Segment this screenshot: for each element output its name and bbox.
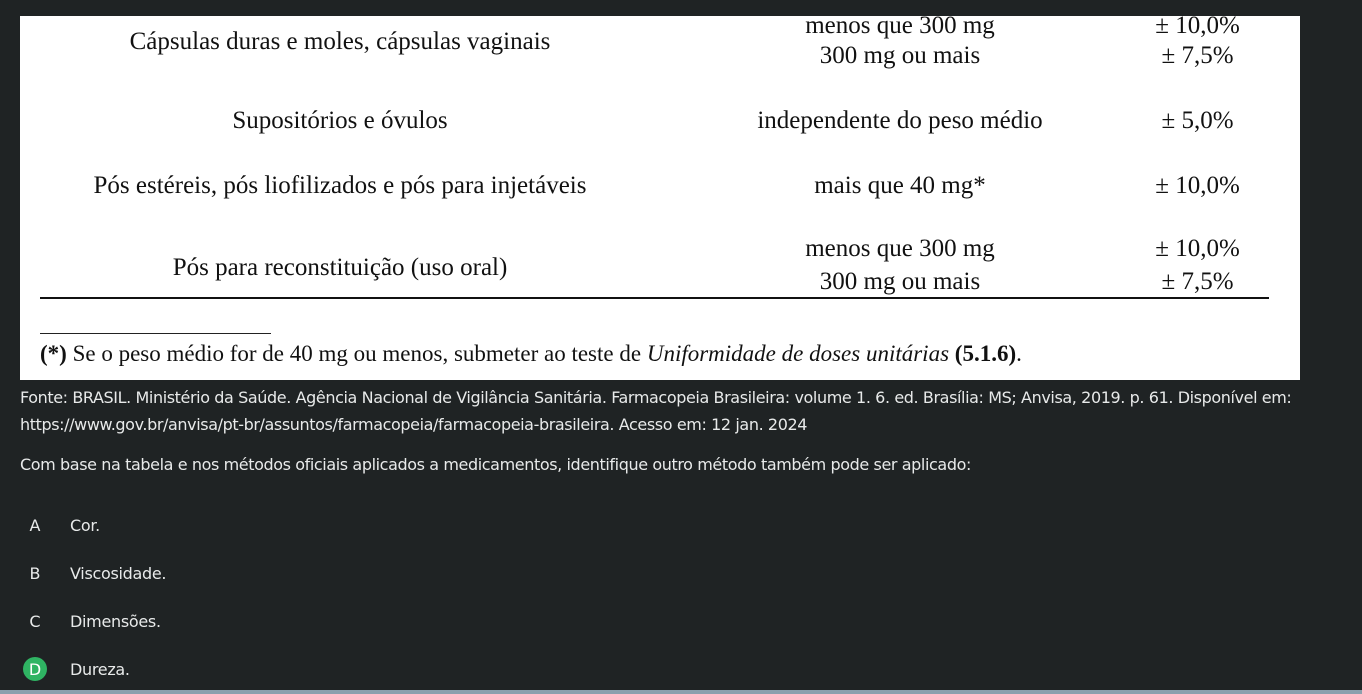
- table-cell-variation: ± 10,0%: [1155, 235, 1240, 262]
- table-cell-form: Pós estéreis, pós liofilizados e pós para injetáveis: [93, 172, 587, 199]
- table-cell-variation: ± 7,5%: [1161, 268, 1234, 295]
- footnote-italic: Uniformidade de doses unitárias: [646, 341, 950, 366]
- footnote-text: Se o peso médio for de 40 mg ou menos, submeter ao teste de: [66, 341, 647, 366]
- table-cell-weight: 300 mg ou mais: [819, 42, 981, 69]
- option-c[interactable]: [20, 608, 161, 634]
- footnote-end: .: [1016, 341, 1022, 366]
- source-citation: Fonte: BRASIL. Ministério da Saúde. Agência Nacional de Vigilância Sanitária. Farmacopeia Brasileira: volume 1. 6. ed. Brasília: MS; Anvisa, 2019. p. 61. Disponível em: https://www.gov.br/anvisa/pt-br/assuntos/farmacopeia/farmacopeia-brasileira. Acesso em: 12 jan. 2024: [20, 388, 1292, 434]
- option-letter: C: [29, 611, 41, 631]
- table-cell-variation: ± 5,0%: [1161, 107, 1234, 134]
- option-text: Dureza.: [70, 659, 130, 679]
- option-letter: A: [29, 515, 41, 535]
- option-letter: B: [29, 563, 41, 583]
- question-text: Com base na tabela e nos métodos oficiais aplicados a medicamentos, identifique outro método também pode ser aplicado:: [20, 455, 971, 474]
- option-b[interactable]: [20, 560, 166, 586]
- top-bar: [0, 0, 1362, 16]
- table-cell-form: Pós para reconstituição (uso oral): [172, 254, 508, 281]
- table-cell-variation: ± 7,5%: [1161, 42, 1234, 69]
- footnote-ref: (5.1.6): [954, 341, 1017, 366]
- table-cell-weight: 300 mg ou mais: [819, 268, 981, 295]
- table-cell-weight: independente do peso médio: [757, 107, 1043, 134]
- table-cell-form: Cápsulas duras e moles, cápsulas vaginais: [129, 28, 551, 55]
- footnote-marker: (*): [40, 341, 67, 366]
- table-cell-variation: ± 10,0%: [1155, 172, 1240, 199]
- table-cell-weight: mais que 40 mg*: [814, 172, 986, 199]
- table-footnote: [40, 340, 1022, 368]
- bottom-border: [0, 690, 1362, 694]
- option-text: Viscosidade.: [70, 563, 167, 583]
- option-text: Dimensões.: [70, 611, 161, 631]
- footnote-separator: [40, 333, 271, 334]
- option-a[interactable]: [20, 512, 100, 538]
- table-cell-weight: menos que 300 mg: [805, 235, 995, 262]
- table-image: [20, 16, 1300, 380]
- option-text: Cor.: [70, 515, 100, 535]
- table-bottom-rule: [40, 297, 1269, 299]
- table-cell-form: Supositórios e óvulos: [232, 107, 448, 134]
- option-d[interactable]: [20, 656, 130, 682]
- table-cell-variation: ± 10,0%: [1155, 16, 1240, 39]
- table-cell-weight: menos que 300 mg: [805, 16, 995, 39]
- option-letter-selected: D: [23, 657, 47, 681]
